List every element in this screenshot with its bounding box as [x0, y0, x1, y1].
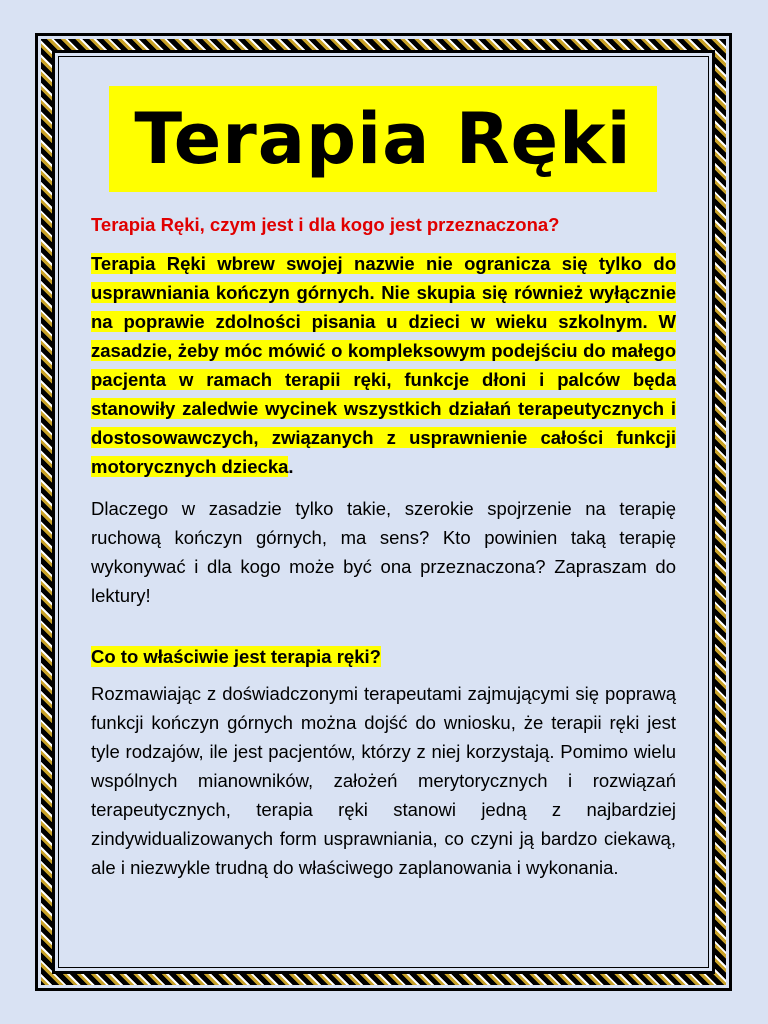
page-title: Terapia Ręki [134, 98, 632, 180]
definition-paragraph: Rozmawiając z doświadczonymi terapeutami zajmującymi się poprawą funkcji kończyn górnych można dojść do wniosku, że terapii ręki jest tyle rodzajów, ile jest pacjentów, którzy z niej korzystają. Pomimo wielu wspólnych mianowników, założeń merytorycznych i rozwiązań terapeutycznych, terapia ręki stanowi jedną z najbardziej zindywidualizowanych form usprawniania, co czyni ją bardzo ciekawą, ale i niezwykle trudną do właściwego zaplanowania i wykonania. [91, 683, 676, 878]
intro-paragraph [91, 249, 676, 481]
intro-heading: Terapia Ręki, czym jest i dla kogo jest przeznaczona? [91, 214, 560, 235]
article-body [91, 210, 676, 895]
title-banner [109, 86, 657, 192]
intro-paragraph-highlighted-text: Terapia Ręki wbrew swojej nazwie nie ogranicza się tylko do usprawniania kończyn górnych. Nie skupia się również wyłącznie na poprawie zdolności pisania u dzieci w wieku szkolnym. W zasadzie, żeby móc mówić o kompleksowym podejściu do małego pacjenta w ramach terapii ręki, funkcje dłoni i palców będa stanowiły zaledwie wycinek wszystkich działań terapeutycznych i dostosowawczych, związanych z usprawnienie całości funkcji motorycznych dziecka [91, 253, 676, 477]
section-heading [91, 642, 676, 671]
intro-paragraph-tail: . [288, 456, 294, 477]
question-paragraph: Dlaczego w zasadzie tylko takie, szerokie spojrzenie na terapię ruchową kończyn górnych, ma sens? Kto powinien taką terapię wykonywać i dla kogo może być ona przeznaczona? Zapraszam do lektury! [91, 498, 676, 606]
section-heading-text: Co to właściwie jest terapia ręki? [91, 646, 381, 667]
